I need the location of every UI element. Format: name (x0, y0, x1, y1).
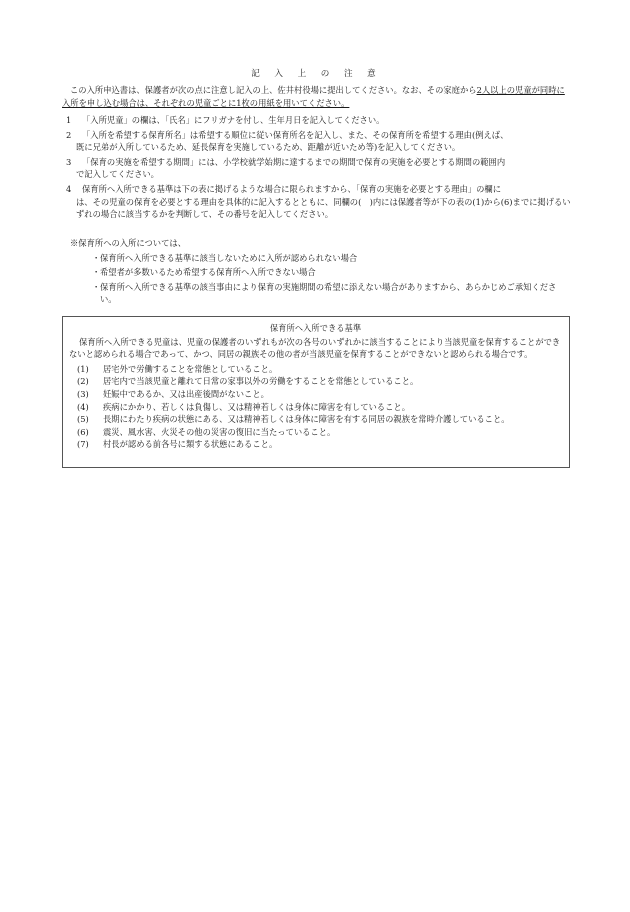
intro-underlined-text: 2人以上の児童が同時に入所を申し込む場合は、それぞれの児童ごとに1枚の用紙を用いてください。 (62, 85, 565, 108)
instruction-item (66, 183, 572, 221)
instruction-text-continued: で記入してください。 (76, 169, 159, 180)
instruction-text-continued: 既に兄弟が入所しているため、延長保育を実施しているため、距離が近いため等)を記入してください。 (76, 142, 461, 153)
reason-text: 疾病にかかり、若しくは負傷し、又は精神若しくは身体に障害を有していること。 (103, 401, 410, 412)
note-bullet-list (92, 252, 570, 306)
criteria-reason (69, 388, 562, 401)
criteria-body: 保育所へ入所できる児童は、児童の保護者のいずれもが次の各号のいずれかに該当することにより当該児童を保育することができないと認められる場合であって、かつ、同居の親族その他の者が当該児童を保育することができないと認められる場合です。 (69, 336, 561, 360)
reason-number: (2) (77, 376, 89, 387)
instruction-number: 4 (66, 183, 72, 194)
criteria-reason (69, 438, 562, 451)
instruction-text: 「入所児童」の欄は、「氏名」にフリガナを付し、生年月日を記入してください。 (82, 115, 385, 125)
criteria-reason (69, 401, 562, 414)
reason-text: 居宅内で当該児童と離れて日常の家事以外の労働をすることを常態としていること。 (103, 376, 419, 387)
instruction-item (66, 114, 572, 127)
criteria-reason (69, 363, 562, 376)
note-bullet: ・ 保育所へ入所できる基準に該当しないために入所が認められない場合 (92, 252, 358, 263)
bullet-dot-icon: ・ (92, 281, 101, 292)
page-title: 記 入 上 の 注 意 (251, 69, 379, 79)
instruction-item (66, 129, 572, 154)
reason-text: 妊娠中であるか、又は出産後間がないこと。 (103, 388, 269, 399)
instruction-list (66, 114, 572, 223)
criteria-title: 保育所へ入所できる基準 (269, 323, 362, 333)
admission-criteria-box (62, 316, 570, 468)
instruction-number: 3 (66, 156, 72, 167)
bullet-dot-icon: ・ (92, 267, 101, 278)
reason-number: (7) (77, 439, 89, 450)
intro-paragraph (62, 84, 572, 109)
reason-text: 村長が認める前各号に類する状態にあること。 (103, 439, 278, 450)
reason-number: (5) (77, 414, 89, 425)
bullet-dot-icon: ・ (92, 252, 101, 263)
reason-text: 長期にわたり疾病の状態にある、又は精神若しくは身体に障害を有する同居の親族を常時介護していること。 (103, 414, 510, 425)
reason-text: 震災、風水害、火災その他の災害の復旧に当たっていること。 (103, 426, 336, 437)
instruction-text-continued: は、その児童の保育を必要とする理由を具体的に記入するとともに、同欄の( )内には保護者等が下の表の(1)から(6)までに掲げるいずれの場合に該当するかを判断して、その番号を記入してください。 (76, 196, 571, 220)
note-heading: ※保育所への入所については、 (70, 238, 186, 248)
reason-number: (6) (77, 426, 89, 437)
instruction-number: 1 (66, 115, 72, 125)
criteria-reason-list (69, 363, 562, 451)
instruction-text: 「保育の実施を希望する期間」には、小学校就学始期に達するまでの期間で保育の実施を必要とする期間の範囲内 (82, 156, 506, 167)
instruction-text: 保育所へ入所できる基準は下の表に掲げるような場合に限られますから、「保育の実施を必要とする理由」の欄に (82, 183, 501, 194)
instruction-item (66, 156, 572, 181)
admission-note (70, 237, 570, 308)
criteria-reason (69, 413, 562, 426)
reason-number: (3) (77, 388, 89, 399)
note-bullet: ・ 希望者が多数いるため希望する保育所へ入所できない場合 (92, 267, 316, 278)
criteria-reason (69, 426, 562, 439)
reason-number: (4) (77, 401, 89, 412)
criteria-reason (69, 375, 562, 388)
reason-number: (1) (77, 363, 89, 374)
intro-text: この入所申込書は、保護者が次の点に注意し記入の上、佐井村役場に提出してください。なお、その家庭から (70, 85, 477, 95)
instruction-number: 2 (66, 129, 72, 140)
note-bullet: ・ 保育所へ入所できる基準の該当事由により保育の実施期間の希望に添えない場合がありますから、あらかじめご承知ください。 (92, 281, 557, 305)
reason-text: 居宅外で労働することを常態としていること。 (103, 363, 278, 374)
instruction-text: 「入所を希望する保育所名」は希望する順位に従い保育所名を記入し、また、その保育所を希望する理由(例えば、 (82, 129, 509, 140)
